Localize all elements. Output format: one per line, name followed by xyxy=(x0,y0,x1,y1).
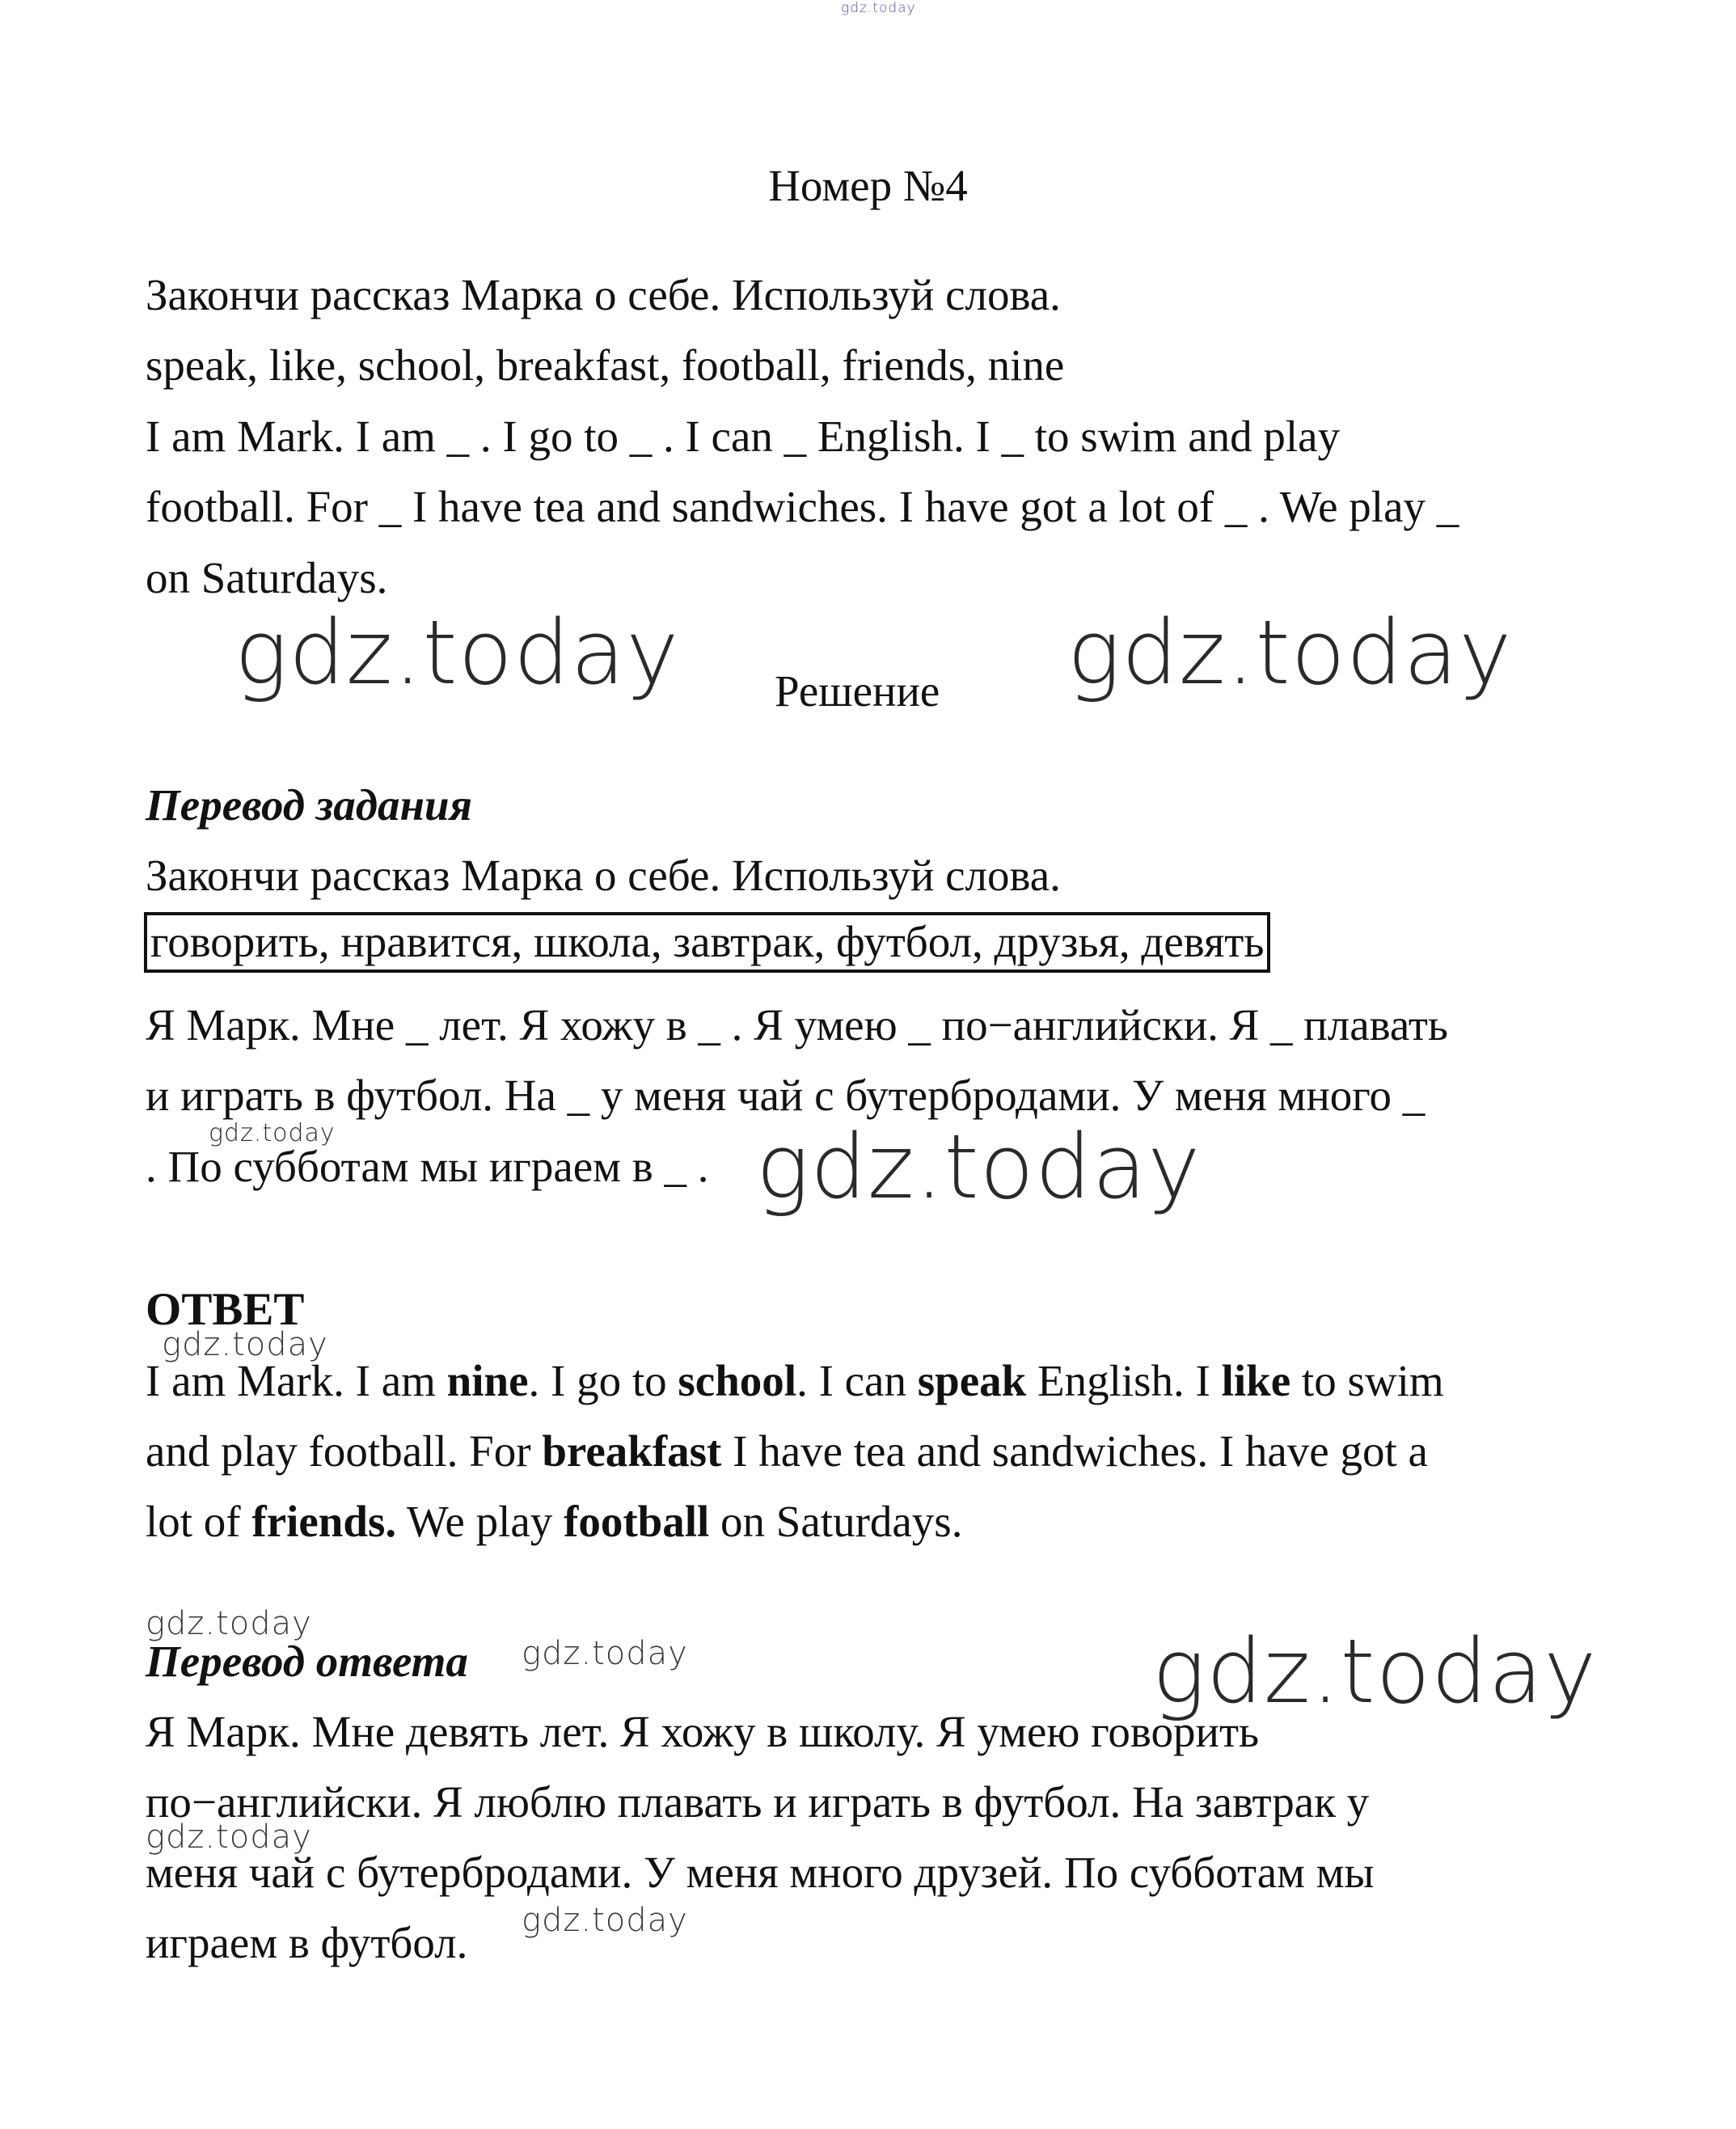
task-word-list: speak, like, school, breakfast, football, friends, nine xyxy=(146,340,1065,390)
watermark-large: gdz.today xyxy=(1152,1620,1598,1723)
translation-line-2: и играть в футбол. На _ у меня чай с бутербродами. У меня много _ xyxy=(146,1071,1426,1120)
task-story-line-2: football. For _ I have tea and sandwiches. I have got a lot of _ . We play _ xyxy=(146,482,1459,531)
answer-word-like: like xyxy=(1221,1356,1291,1405)
translation-heading: Перевод задания xyxy=(146,780,472,830)
watermark-small: gdz.today xyxy=(522,1635,688,1672)
translation-line-3: . По субботам мы играем в _ . xyxy=(146,1142,709,1191)
answer-translation-line-2: по−английски. Я люблю плавать и играть в футбол. На завтрак у xyxy=(146,1777,1370,1827)
answer-line-3: lot of friends. We play football on Saturdays. xyxy=(146,1497,963,1546)
answer-translation-heading: Перевод ответа xyxy=(146,1637,468,1686)
answer-word-school: school xyxy=(678,1356,797,1405)
translation-line-1: Я Марк. Мне _ лет. Я хожу в _ . Я умею _ по−английски. Я _ плавать xyxy=(146,1000,1448,1050)
top-watermark: gdz.today xyxy=(841,0,916,16)
watermark-small: gdz.today xyxy=(162,1326,328,1363)
answer-line-1: I am Mark. I am nine. I go to school. I can speak English. I like to swim xyxy=(146,1356,1444,1405)
answer-word-friends: friends. xyxy=(251,1497,397,1546)
task-instruction: Закончи рассказ Марка о себе. Используй слова. xyxy=(146,270,1061,319)
translation-word-list: говорить, нравится, школа, завтрак, футбол, друзья, девять xyxy=(144,912,1270,973)
answer-word-breakfast: breakfast xyxy=(542,1426,722,1476)
answer-heading: ОТВЕТ xyxy=(146,1284,305,1335)
answer-translation-line-4: играем в футбол. xyxy=(146,1918,468,1967)
translation-instruction: Закончи рассказ Марка о себе. Используй слова. xyxy=(146,851,1061,900)
answer-word-nine: nine xyxy=(446,1356,529,1405)
watermark-large: gdz.today xyxy=(1067,601,1513,704)
task-story-line-1: I am Mark. I am _ . I go to _ . I can _ English. I _ to swim and play xyxy=(146,412,1341,461)
answer-translation-line-1: Я Марк. Мне девять лет. Я хожу в школу. Я умею говорить xyxy=(146,1707,1260,1756)
translation-word-box xyxy=(144,918,1270,966)
watermark-small: gdz.today xyxy=(209,1119,336,1147)
watermark-small: gdz.today xyxy=(522,1902,688,1939)
watermark-large: gdz.today xyxy=(234,601,680,704)
answer-line-2: and play football. For breakfast I have tea and sandwiches. I have got a xyxy=(146,1426,1428,1476)
solution-label: Решение xyxy=(775,666,940,716)
page-title: Номер №4 xyxy=(768,161,968,210)
watermark-small: gdz.today xyxy=(146,1819,312,1856)
task-story-line-3: on Saturdays. xyxy=(146,553,388,602)
watermark-large: gdz.today xyxy=(756,1115,1202,1219)
answer-translation-line-3: меня чай с бутербродами. У меня много друзей. По субботам мы xyxy=(146,1848,1375,1897)
answer-word-football: football xyxy=(564,1497,710,1546)
watermark-small: gdz.today xyxy=(146,1605,312,1642)
answer-word-speak: speak xyxy=(917,1356,1027,1405)
